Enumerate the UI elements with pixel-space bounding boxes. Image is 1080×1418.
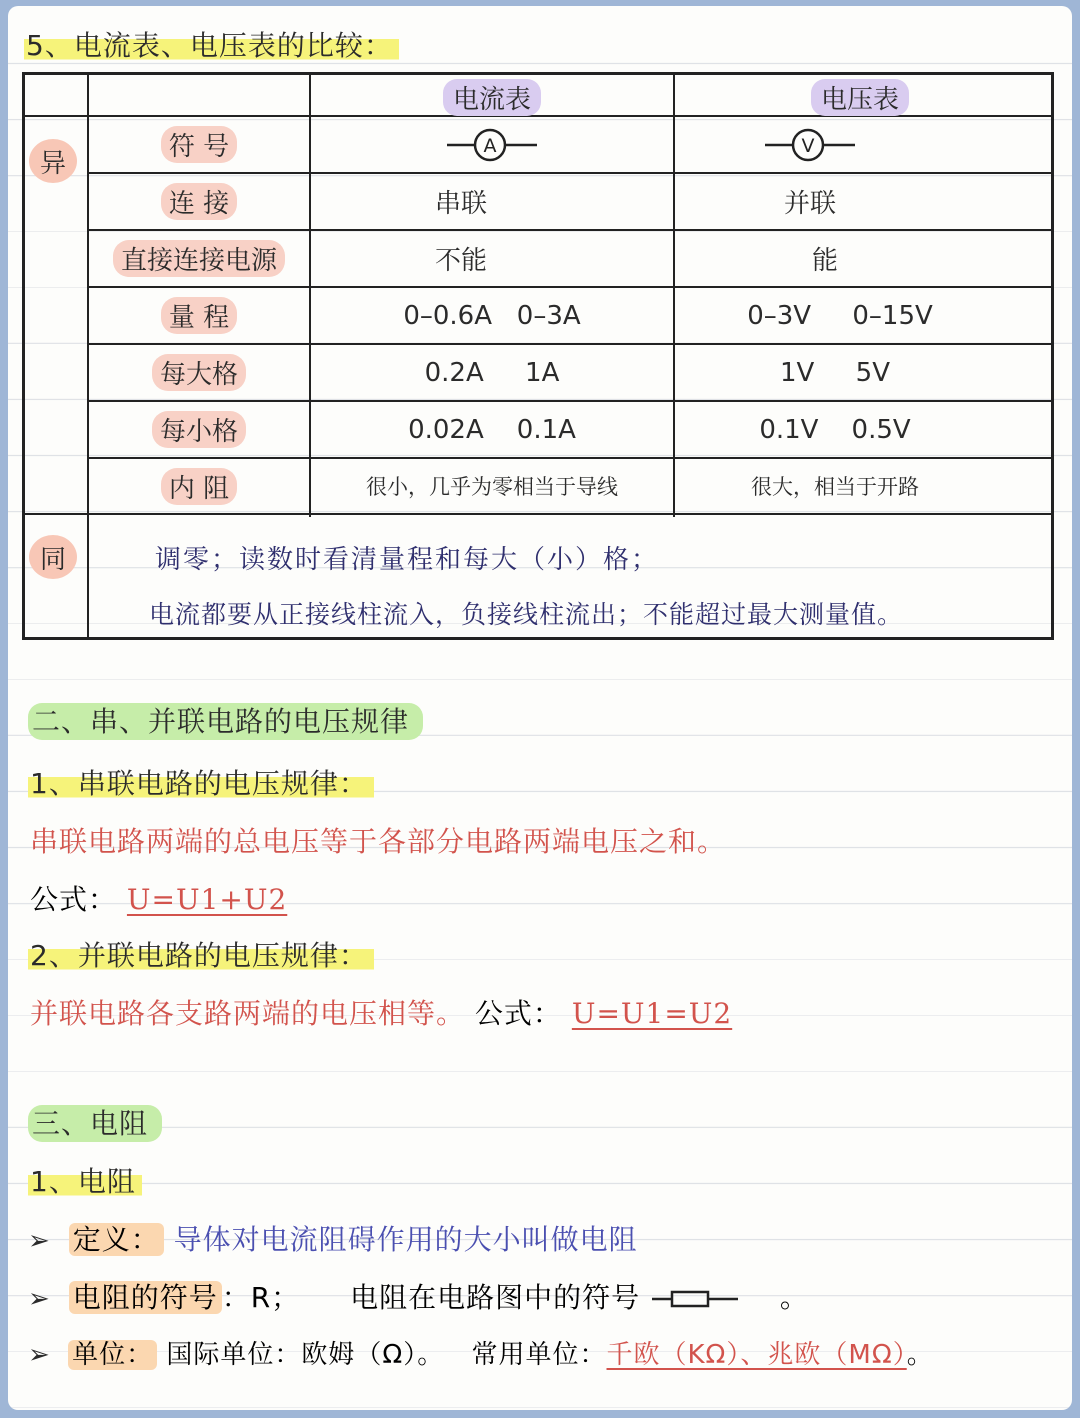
symbol-text: ：R； [221, 1281, 301, 1314]
row-label-major-div [89, 345, 309, 400]
ammeter-range: 0–0.6A 0–3A [403, 300, 581, 331]
ammeter-symbol-icon [311, 117, 673, 172]
row-label-connection [89, 174, 309, 229]
voltmeter-minor-div: 0.1V 0.5V [759, 414, 911, 445]
ammeter-direct-source: 不能 [434, 246, 487, 276]
definition-line [28, 1218, 638, 1258]
parallel-rule-line [30, 992, 732, 1032]
series-formula: U=U1+U2 [126, 883, 288, 916]
ammeter-connection: 串联 [434, 189, 487, 219]
row-label-minor-div [89, 402, 309, 457]
section-2-sub2 [28, 934, 374, 974]
row-label-text: 内 阻 [161, 468, 237, 505]
row-label-range [89, 288, 309, 343]
voltmeter-direct-source: 能 [811, 246, 838, 276]
series-voltage-rule: 串联电路两端的总电压等于各部分电路两端电压之和。 [30, 825, 727, 858]
voltmeter-major-div: 1V 5V [780, 357, 890, 388]
section-5-title: 5、电流表、电压表的比较： [24, 29, 399, 62]
resistor-symbol-icon [650, 1287, 740, 1311]
unit-label: 单位： [68, 1340, 157, 1370]
section-3-sub1 [28, 1160, 142, 1200]
series-formula-line [30, 878, 287, 918]
voltmeter-symbol-svg [760, 125, 860, 165]
parallel-voltage-rule: 并联电路各支路两端的电压相等。 [30, 997, 466, 1030]
diff-label [29, 139, 77, 183]
row-label-symbol [89, 117, 309, 172]
voltmeter-range: 0–3V 0–15V [747, 300, 933, 331]
diff-label-text: 异 [39, 148, 66, 179]
row-label-text: 量 程 [161, 297, 237, 334]
svg-text:V: V [801, 134, 815, 157]
comparison-table [22, 72, 1054, 640]
section-3-sub1-title: 1、电阻 [28, 1165, 142, 1198]
section-3-heading [28, 1102, 162, 1142]
section-2-sub1 [28, 762, 374, 802]
ammeter-symbol-svg [442, 125, 542, 165]
symbol-label: 电阻的符号 [69, 1281, 222, 1314]
row-label-text: 直接连接电源 [113, 240, 285, 277]
unit-si: 国际单位：欧姆（Ω）。 [166, 1340, 445, 1370]
row-label-direct-source [89, 231, 309, 286]
row-label-text: 连 接 [161, 183, 237, 220]
formula-label: 公式： [30, 883, 118, 916]
section-5-heading [24, 24, 399, 64]
table-divider [25, 513, 1051, 515]
unit-end: 。 [906, 1340, 934, 1370]
unit-common: 千欧（KΩ）、兆欧（MΩ） [606, 1340, 907, 1370]
definition-text: 导体对电流阻碍作用的大小叫做电阻 [173, 1223, 638, 1256]
section-2-sub1-title: 1、串联电路的电压规律： [28, 767, 374, 800]
definition-label: 定义： [69, 1223, 164, 1256]
row-label-text: 每小格 [152, 411, 246, 448]
same-label-text: 同 [39, 544, 66, 575]
arrow-icon: ➢ [28, 1226, 51, 1256]
ammeter-major-div: 0.2A 1A [424, 357, 560, 388]
section-2-sub2-title: 2、并联电路的电压规律： [28, 939, 374, 972]
voltmeter-symbol-icon [675, 117, 945, 172]
ammeter-internal-resistance: 很小，几乎为零相当于导线 [366, 475, 618, 499]
circuit-symbol-label: 电阻在电路图中的符号 [350, 1281, 641, 1314]
ammeter-minor-div: 0.02A 0.1A [408, 414, 576, 445]
section-2-heading [28, 700, 423, 740]
svg-text:A: A [483, 134, 497, 157]
voltmeter-connection: 并联 [783, 189, 836, 219]
header-voltmeter [675, 79, 1045, 115]
notebook-page [8, 6, 1072, 1410]
row-label-internal-resistance [89, 459, 309, 513]
header-ammeter-label: 电流表 [443, 79, 541, 116]
row-label-text: 每大格 [152, 354, 246, 391]
section-3-title: 三、电阻 [28, 1105, 162, 1142]
header-ammeter [311, 79, 673, 115]
same-line-2: 电流都要从正接线柱流入，负接线柱流出；不能超过最大测量值。 [149, 600, 904, 629]
unit-common-label: 常用单位： [471, 1340, 607, 1370]
arrow-icon: ➢ [28, 1284, 51, 1314]
section-2-title: 二、串、并联电路的电压规律 [28, 703, 423, 740]
header-voltmeter-label: 电压表 [811, 79, 909, 116]
formula-label: 公式： [474, 997, 562, 1030]
parallel-formula: U=U1=U2 [571, 997, 733, 1030]
unit-line [28, 1334, 934, 1371]
same-line-1: 调零；读数时看清量程和每大（小）格； [155, 545, 660, 575]
voltmeter-internal-resistance: 很大，相当于开路 [751, 475, 919, 499]
row-label-text: 符 号 [161, 126, 237, 163]
symbol-end: 。 [779, 1281, 809, 1314]
same-label [29, 535, 77, 579]
symbol-line [28, 1276, 809, 1316]
arrow-icon: ➢ [28, 1340, 51, 1370]
